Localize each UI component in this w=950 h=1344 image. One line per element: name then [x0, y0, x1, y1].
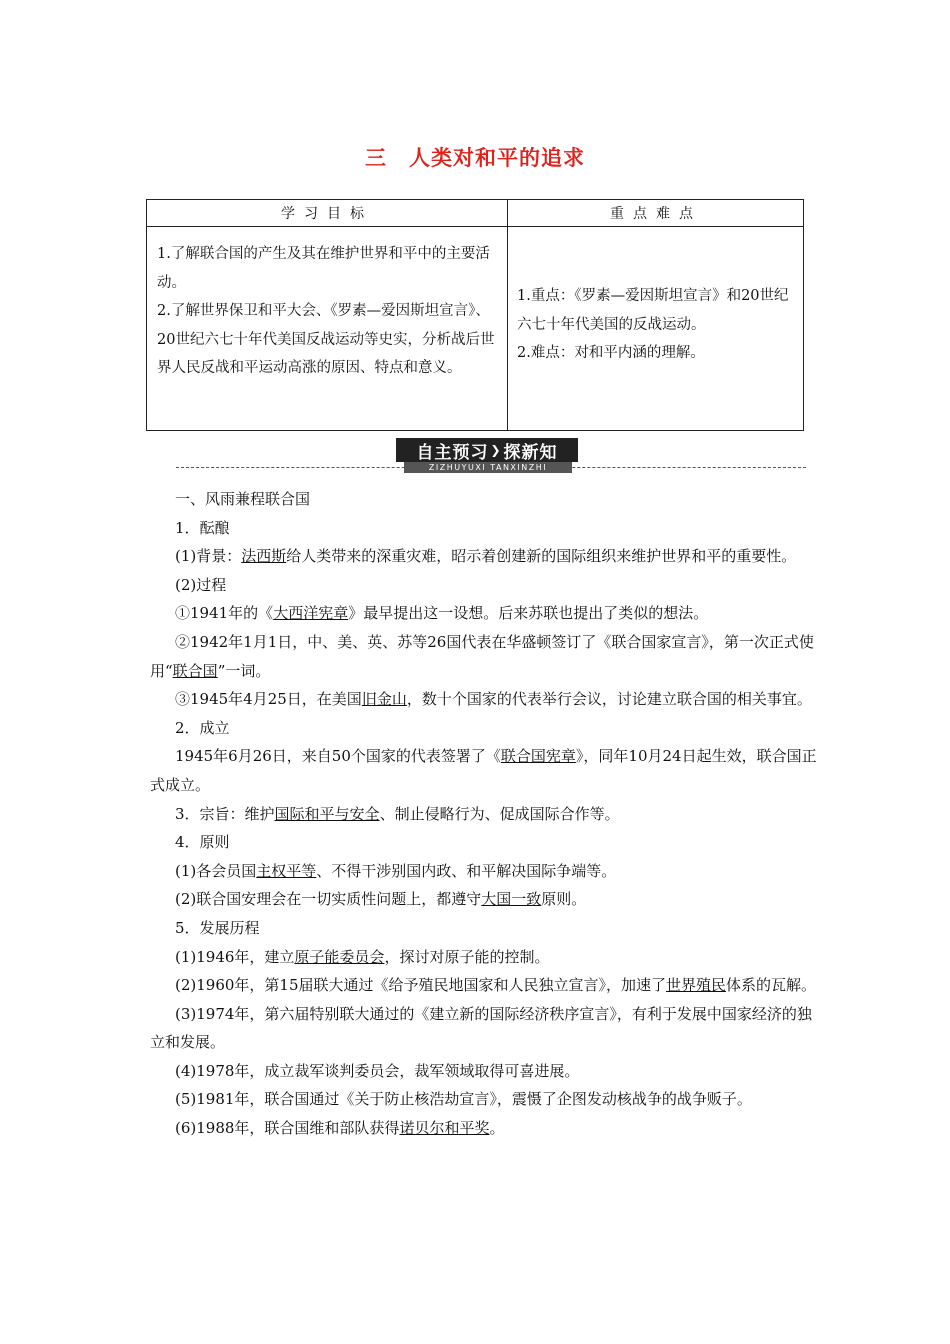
blank-answer: 原子能委员会 [294, 947, 385, 966]
paragraph: (2)1960年，第15届联大通过《给予殖民地国家和人民独立宣言》，加速了世界殖民体系的瓦解。 [175, 976, 817, 995]
blank-answer: 国际和平与安全 [274, 804, 380, 823]
blank-answer: 世界殖民 [666, 976, 727, 995]
paragraph: 1945年6月26日，来自50个国家的代表签署了《联合国宪章》，同年10月24日起生效，联合国正式成立。 [150, 747, 817, 794]
keypoints-cell [517, 282, 797, 368]
subsection-heading: 5．发展历程 [175, 918, 260, 937]
paragraph: 3．宗旨：维护国际和平与安全、制止侵略行为、促成国际合作等。 [175, 804, 620, 823]
paragraph: (2)过程 [175, 575, 227, 594]
banner-subtitle: ZIZHUYUXI TANXINZHI [404, 462, 572, 473]
paragraph: (1)1946年，建立原子能委员会，探讨对原子能的控制。 [175, 947, 550, 966]
paragraph: (2)联合国安理会在一切实质性问题上，都遵守大国一致原则。 [175, 890, 587, 909]
table-header-keypoints: 重点难点 [610, 206, 702, 222]
paragraph: (1)各会员国主权平等、不得干涉别国内政、和平解决国际争端等。 [175, 861, 617, 880]
subsection-heading: 1．酝酿 [175, 518, 230, 537]
section-heading: 一、风雨兼程联合国 [175, 490, 311, 508]
paragraph: (4)1978年，成立裁军谈判委员会，裁军领域取得可喜进展。 [175, 1061, 580, 1080]
paragraph: ①1941年的《大西洋宪章》最早提出这一设想。后来苏联也提出了类似的想法。 [175, 604, 709, 623]
section-banner [176, 434, 806, 474]
blank-answer: 大国一致 [481, 890, 542, 909]
goal-item: 2.了解世界保卫和平大会、《罗素—爱因斯坦宣言》、20世纪六七十年代美国反战运动等史实，分析战后世界人民反战和平运动高涨的原因、特点和意义。 [157, 303, 495, 377]
page-title: 三 人类对和平的追求 [365, 146, 585, 170]
blank-answer: 法西斯 [241, 547, 287, 566]
goals-cell [157, 240, 497, 383]
banner-title-left: 自主预习 [416, 442, 489, 463]
table-divider [507, 200, 508, 430]
paragraph: (1)背景：法西斯给人类带来的深重灾难，昭示着创建新的国际组织来维护世界和平的重要性。 [175, 547, 797, 566]
goals-table [146, 199, 804, 431]
blank-answer: 大西洋宪章 [273, 604, 349, 623]
blank-answer: 主权平等 [256, 861, 317, 880]
keypoint-item: 1.重点：《罗素—爱因斯坦宣言》和20世纪六七十年代美国的反战运动。 [517, 288, 789, 333]
blank-answer: 旧金山 [361, 690, 407, 709]
table-divider [147, 226, 803, 227]
blank-answer: 诺贝尔和平奖 [399, 1119, 490, 1138]
keypoint-item: 2.难点：对和平内涵的理解。 [517, 345, 705, 362]
goal-item: 1.了解联合国的产生及其在维护世界和平中的主要活动。 [157, 246, 490, 291]
table-header-goals: 学习目标 [281, 206, 373, 222]
subsection-heading: 4．原则 [175, 833, 230, 852]
banner-title-right: 探新知 [503, 442, 558, 463]
blank-answer: 联合国 [172, 661, 218, 680]
subsection-heading: 2．成立 [175, 718, 230, 737]
paragraph: (6)1988年，联合国维和部队获得诺贝尔和平奖。 [175, 1119, 505, 1138]
paragraph: ③1945年4月25日，在美国旧金山，数十个国家的代表举行会议，讨论建立联合国的相关事宜。 [175, 690, 812, 709]
paragraph: (5)1981年，联合国通过《关于防止核浩劫宣言》，震慑了企图发动核战争的战争贩子。 [175, 1090, 752, 1109]
banner-title [396, 438, 578, 462]
paragraph: (3)1974年，第六届特别联大通过的《建立新的国际经济秩序宣言》，有利于发展中国家经济的独立和发展。 [150, 1004, 812, 1052]
chevron-right-icon: ❯ [490, 443, 502, 457]
paragraph: ②1942年1月1日，中、美、英、苏等26国代表在华盛顿签订了《联合国家宣言》，第一次正式使用“联合国”一词。 [150, 632, 814, 680]
main-content [150, 485, 818, 1143]
blank-answer: 联合国宪章 [500, 747, 576, 766]
